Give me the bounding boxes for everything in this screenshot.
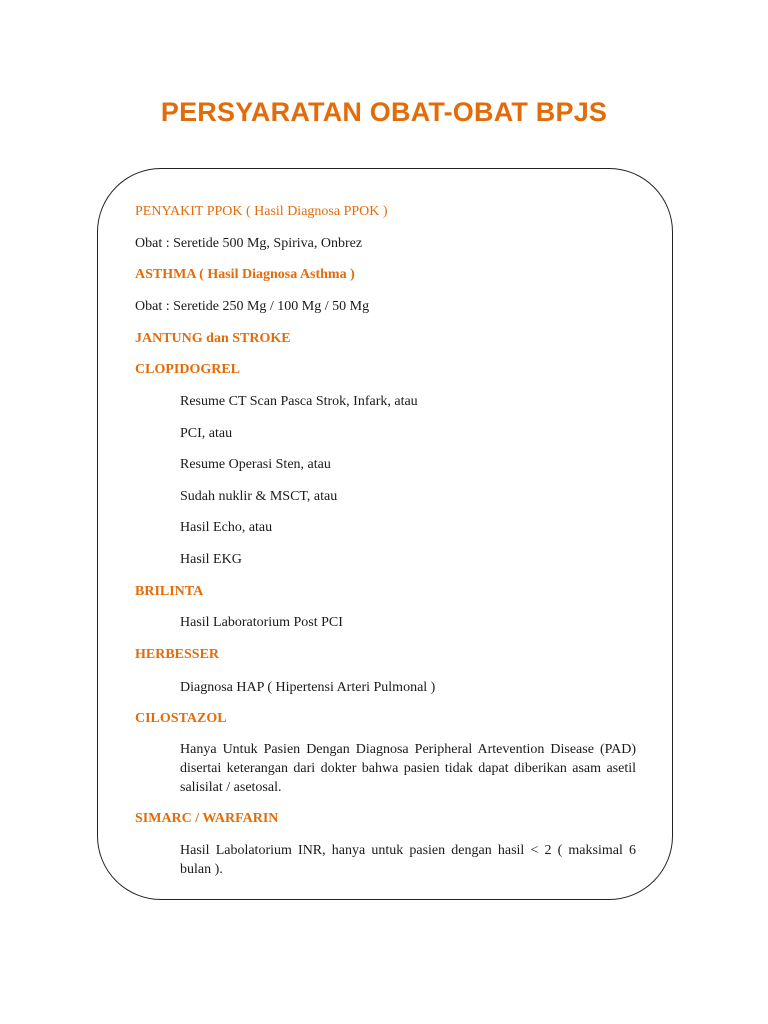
brilinta-heading: BRILINTA bbox=[135, 584, 204, 599]
herbesser-item: Diagnosa HAP ( Hipertensi Arteri Pulmonal ) bbox=[180, 680, 436, 695]
clopidogrel-item: Hasil EKG bbox=[180, 552, 242, 567]
page-title: PERSYARATAN OBAT-OBAT BPJS bbox=[160, 97, 608, 127]
clopidogrel-item: Resume Operasi Sten, atau bbox=[180, 457, 331, 472]
ppok-heading: PENYAKIT PPOK ( Hasil Diagnosa PPOK ) bbox=[135, 204, 388, 219]
asthma-heading: ASTHMA ( Hasil Diagnosa Asthma ) bbox=[135, 267, 355, 282]
clopidogrel-heading: CLOPIDOGREL bbox=[135, 362, 241, 377]
asthma-obat: Obat : Seretide 250 Mg / 100 Mg / 50 Mg bbox=[135, 299, 370, 314]
herbesser-heading: HERBESSER bbox=[135, 647, 220, 662]
brilinta-item: Hasil Laboratorium Post PCI bbox=[180, 615, 343, 630]
clopidogrel-item: Sudah nuklir & MSCT, atau bbox=[180, 489, 338, 504]
simarc-heading: SIMARC / WARFARIN bbox=[135, 811, 279, 826]
simarc-text: Hasil Labolatorium INR, hanya untuk pasien dengan hasil < 2 ( maksimal 6 bulan ). bbox=[180, 843, 636, 877]
clopidogrel-item: Hasil Echo, atau bbox=[180, 520, 273, 535]
jantung-heading: JANTUNG dan STROKE bbox=[135, 331, 291, 346]
cilostazol-heading: CILOSTAZOL bbox=[135, 711, 227, 726]
ppok-obat: Obat : Seretide 500 Mg, Spiriva, Onbrez bbox=[135, 236, 363, 251]
cilostazol-text: Hanya Untuk Pasien Dengan Diagnosa Peripheral Artevention Disease (PAD) disertai keterangan dari dokter bahwa pasien tidak dapat diberikan asam asetil salisilat / asetosal. bbox=[180, 742, 636, 795]
clopidogrel-item: PCI, atau bbox=[180, 426, 233, 441]
clopidogrel-item: Resume CT Scan Pasca Strok, Infark, atau bbox=[180, 394, 418, 409]
